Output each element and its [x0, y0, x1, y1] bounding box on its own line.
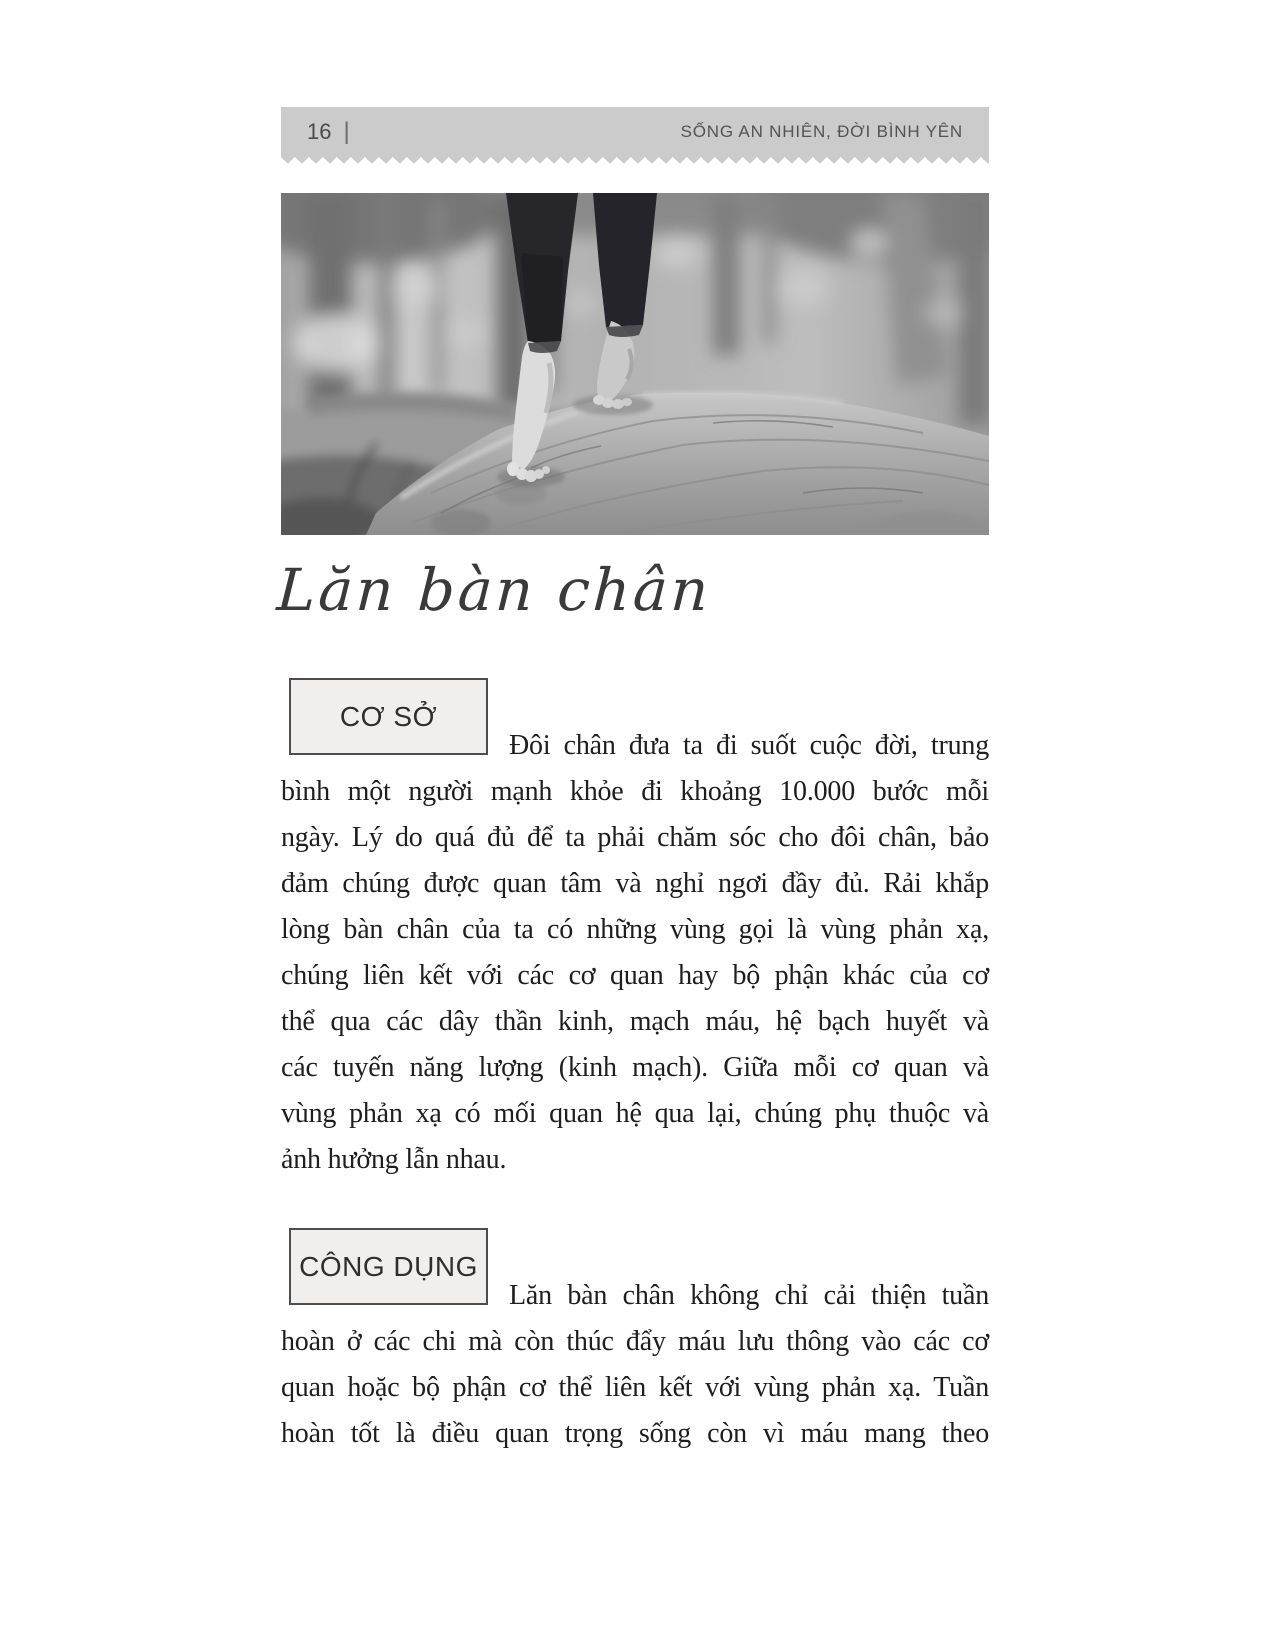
- book-title: SỐNG AN NHIÊN, ĐỜI BÌNH YÊN: [680, 122, 963, 141]
- section-label-box: [289, 678, 488, 755]
- section-label: CƠ SỞ: [339, 700, 438, 732]
- section-cong-dung: [281, 1228, 989, 1457]
- section-label: CÔNG DỤNG: [299, 1250, 478, 1282]
- paragraph-line: thể qua các dây thần kinh, mạch máu, hệ bạch huyết và: [281, 1006, 989, 1037]
- paragraph-line: Đôi chân đưa ta đi suốt cuộc đời, trung: [509, 730, 989, 761]
- header-perforation-edge: [281, 157, 989, 164]
- chapter-title: Lăn bàn chân: [275, 556, 713, 624]
- paragraph-line: đảm chúng được quan tâm và nghỉ ngơi đầy đủ. Rải khắp: [281, 868, 989, 899]
- section-label-box: [289, 1228, 488, 1305]
- paragraph-line: ảnh hưởng lẫn nhau.: [281, 1144, 507, 1175]
- paragraph-line: ngày. Lý do quá đủ để ta phải chăm sóc cho đôi chân, bảo: [281, 822, 989, 853]
- paragraph-line: lòng bàn chân của ta có những vùng gọi là vùng phản xạ,: [281, 914, 989, 945]
- paragraph-line: quan hoặc bộ phận cơ thể liên kết với vùng phản xạ. Tuần: [281, 1372, 989, 1403]
- photo-illustration: [281, 193, 989, 535]
- running-header: [281, 107, 989, 164]
- header-left: [307, 118, 350, 146]
- header-separator: |: [343, 118, 350, 145]
- paragraph-line: hoàn ở các chi mà còn thúc đẩy máu lưu thông vào các cơ: [281, 1326, 989, 1357]
- paragraph-line: bình một người mạnh khỏe đi khoảng 10.000 bước mỗi: [281, 776, 989, 807]
- paragraph-line: các tuyến năng lượng (kinh mạch). Giữa mỗi cơ quan và: [281, 1052, 989, 1083]
- section-co-so: [281, 678, 989, 1183]
- paragraph-line: chúng liên kết với các cơ quan hay bộ phận khác của cơ: [281, 960, 989, 991]
- header-bar: [281, 107, 989, 157]
- paragraph-line: vùng phản xạ có mối quan hệ qua lại, chúng phụ thuộc và: [281, 1098, 989, 1129]
- photo-bare-feet-on-log: [281, 193, 989, 535]
- paragraph-line: hoàn tốt là điều quan trọng sống còn vì máu mang theo: [281, 1418, 989, 1449]
- page-number: 16: [307, 119, 332, 144]
- content-column: [275, 0, 989, 1650]
- paragraph-line: Lăn bàn chân không chỉ cải thiện tuần: [509, 1280, 989, 1311]
